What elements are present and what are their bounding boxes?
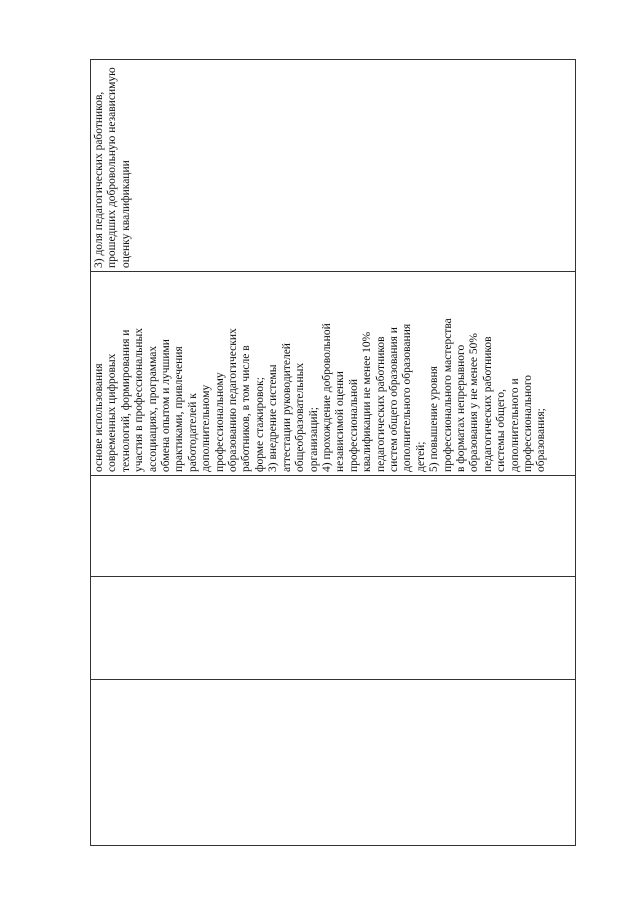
table-cell-col2 xyxy=(91,577,576,680)
table-cell-col4 xyxy=(91,272,576,476)
document-table xyxy=(90,59,576,846)
table-row xyxy=(91,60,576,846)
table-cell-col5 xyxy=(91,60,576,272)
table-cell-col1 xyxy=(91,680,576,846)
table-cell-col3 xyxy=(91,476,576,577)
rotated-table-wrapper xyxy=(90,60,576,846)
cell-text-col5: 3) доля педагогических работников, прошедших добровольную независимую оценку квалификации xyxy=(93,67,132,268)
cell-text-col4: основе использования современных цифровых технологий, формирования и участия в профессиональных ассоциациях, программах обмена опытом и лучшими практиками, привлечения работодателей к дополнительному профессиональному образованию педагогических работников, в том числе в форме стажировок; 3) внедрение системы аттестации руководителей общеобразовательных организаций; 4) прохождение добровольной независимой оценки профессиональной квалификации не менее 10% педагогических работников систем общего образования и дополнительного образования детей; 5) повышение уровня профессионального мастерства в форматах непрерывного образования у не менее 50% педагогических работников системы общего, дополнительного и профессионального образования; xyxy=(93,318,548,472)
